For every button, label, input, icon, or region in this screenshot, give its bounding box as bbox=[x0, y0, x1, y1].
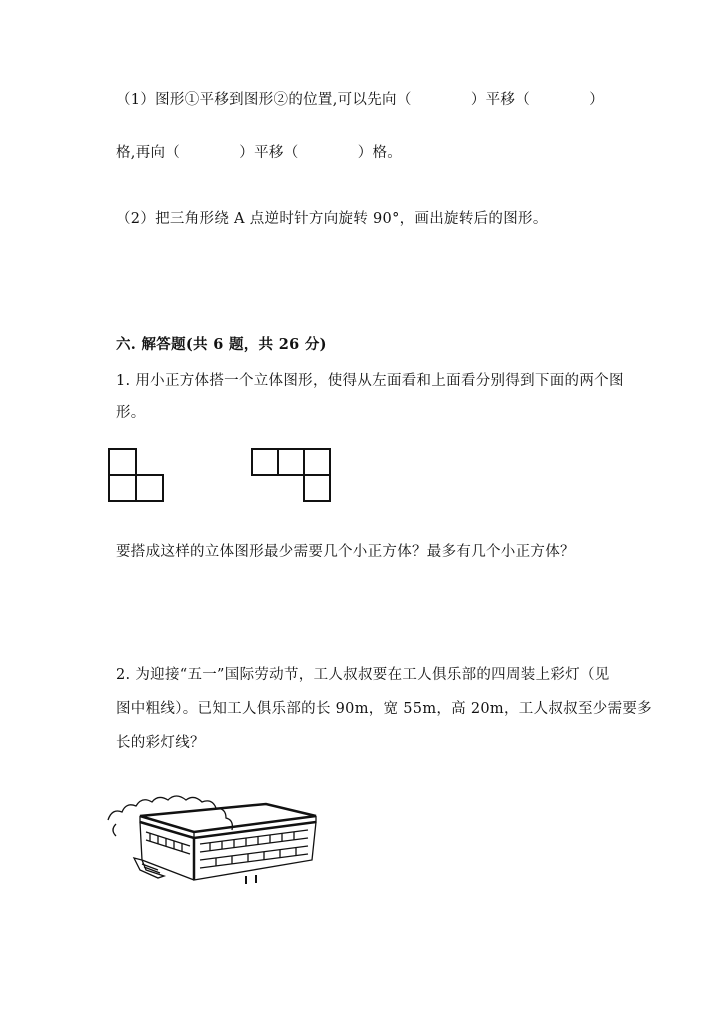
club-building-illustration bbox=[106, 780, 326, 890]
section-heading: 六. 解答题(共 6 题，共 26 分) bbox=[116, 336, 327, 353]
top-view-figure bbox=[251, 448, 335, 504]
question-1-line-2: 格,再向（ ）平移（ ）格。 bbox=[116, 145, 403, 161]
problem-1-question: 要搭成这样的立体图形最少需要几个小正方体？最多有几个小正方体？ bbox=[116, 544, 575, 560]
problem-2-line-3: 长的彩灯线？ bbox=[116, 735, 205, 751]
problem-1-line-1: 1. 用小正方体搭一个立体图形，使得从左面看和上面看分别得到下面的两个图 bbox=[116, 373, 624, 389]
problem-2-line-2: 图中粗线）。已知工人俱乐部的长 90m，宽 55m，高 20m，工人叔叔至少需要多 bbox=[116, 701, 652, 717]
question-2-text: （2）把三角形绕 A 点逆时针方向旋转 90°，画出旋转后的图形。 bbox=[116, 211, 548, 227]
problem-2-line-1: 2. 为迎接“五一”国际劳动节，工人叔叔要在工人俱乐部的四周装上彩灯（见 bbox=[116, 667, 610, 683]
question-1-line-1: （1）图形①平移到图形②的位置,可以先向（ ）平移（ ） bbox=[116, 92, 605, 108]
left-view-figure bbox=[108, 448, 168, 504]
problem-1-line-2: 形。 bbox=[116, 405, 146, 421]
